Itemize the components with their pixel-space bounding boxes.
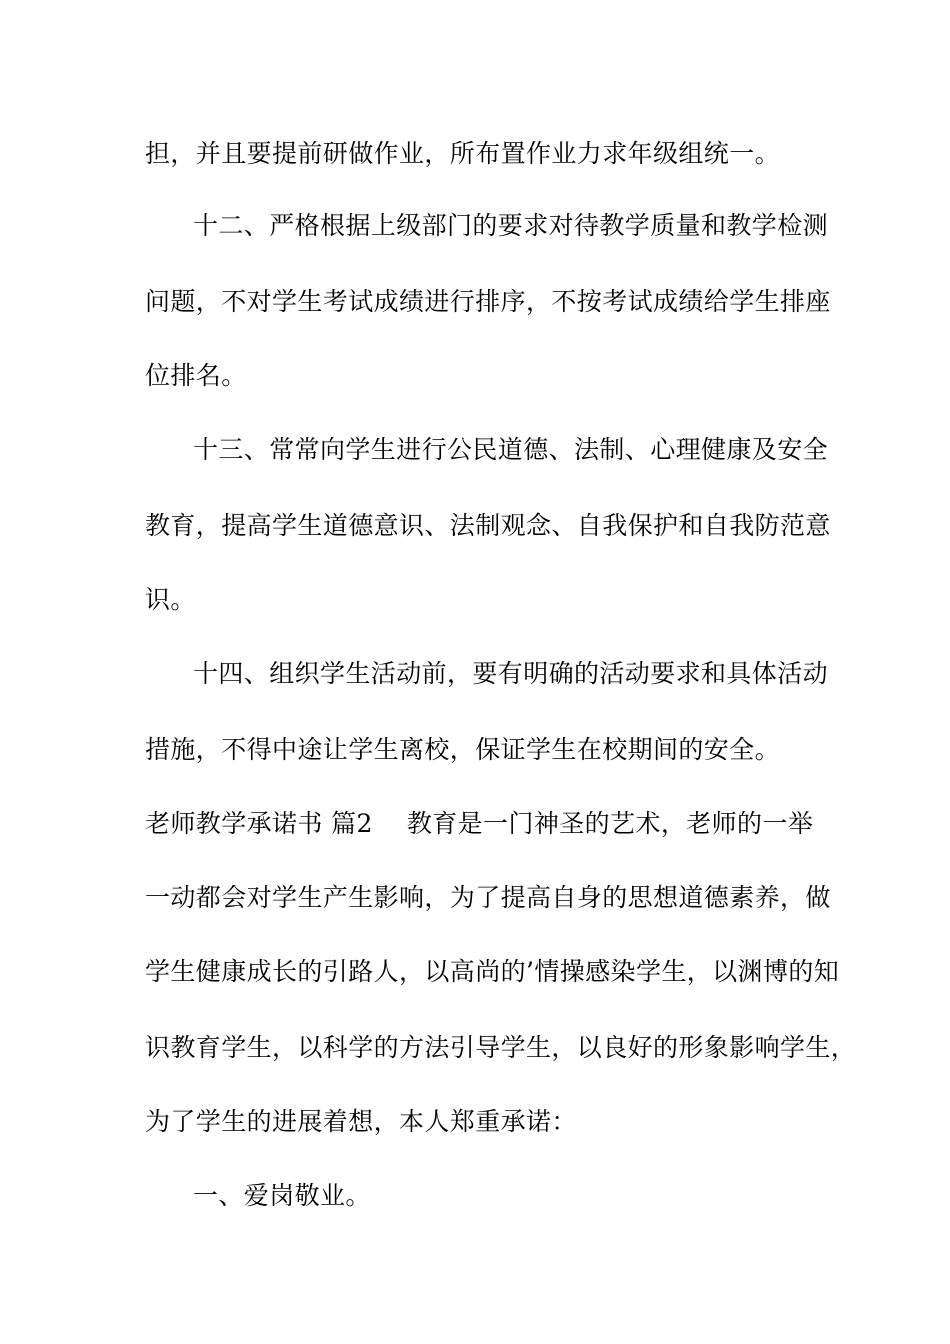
section-heading-line bbox=[145, 804, 835, 844]
paragraph-line: 十四、组织学生活动前，要有明确的活动要求和具体活动 bbox=[193, 659, 829, 688]
section-first-line: 教育是一门神圣的艺术，老师的一举 bbox=[406, 809, 814, 838]
paragraph-line: 问题，不对学生考试成绩进行排序，不按考试成绩给学生排座 bbox=[145, 287, 831, 316]
paragraph-line: 担，并且要提前研做作业，所布置作业力求年级组统一。 bbox=[145, 139, 781, 168]
paragraph-line: 教育，提高学生道德意识、法制观念、自我保护和自我防范意 bbox=[145, 511, 831, 540]
paragraph-line: 一动都会对学生产生影响，为了提高自身的思想道德素养，做 bbox=[145, 883, 831, 912]
paragraph-line: 识。 bbox=[145, 585, 196, 614]
paragraph-line: 措施，不得中途让学生离校，保证学生在校期间的安全。 bbox=[145, 735, 781, 764]
paragraph-line: 十二、严格根据上级部门的要求对待教学质量和教学检测 bbox=[193, 211, 829, 240]
paragraph-line: 一、爱岗敬业。 bbox=[193, 1181, 371, 1210]
paragraph-line: 为了学生的进展着想，本人郑重承诺： bbox=[145, 1107, 577, 1136]
paragraph-line: 位排名。 bbox=[145, 361, 247, 390]
section-title: 老师教学承诺书 篇2 bbox=[145, 809, 373, 838]
paragraph-line: 十三、常常向学生进行公民道德、法制、心理健康及安全 bbox=[193, 435, 829, 464]
paragraph-line: 学生健康成长的引路人，以高尚的’情操感染学生，以渊博的知 bbox=[145, 957, 840, 986]
paragraph-line: 识教育学生，以科学的方法引导学生，以良好的形象影响学生， bbox=[145, 1033, 857, 1062]
